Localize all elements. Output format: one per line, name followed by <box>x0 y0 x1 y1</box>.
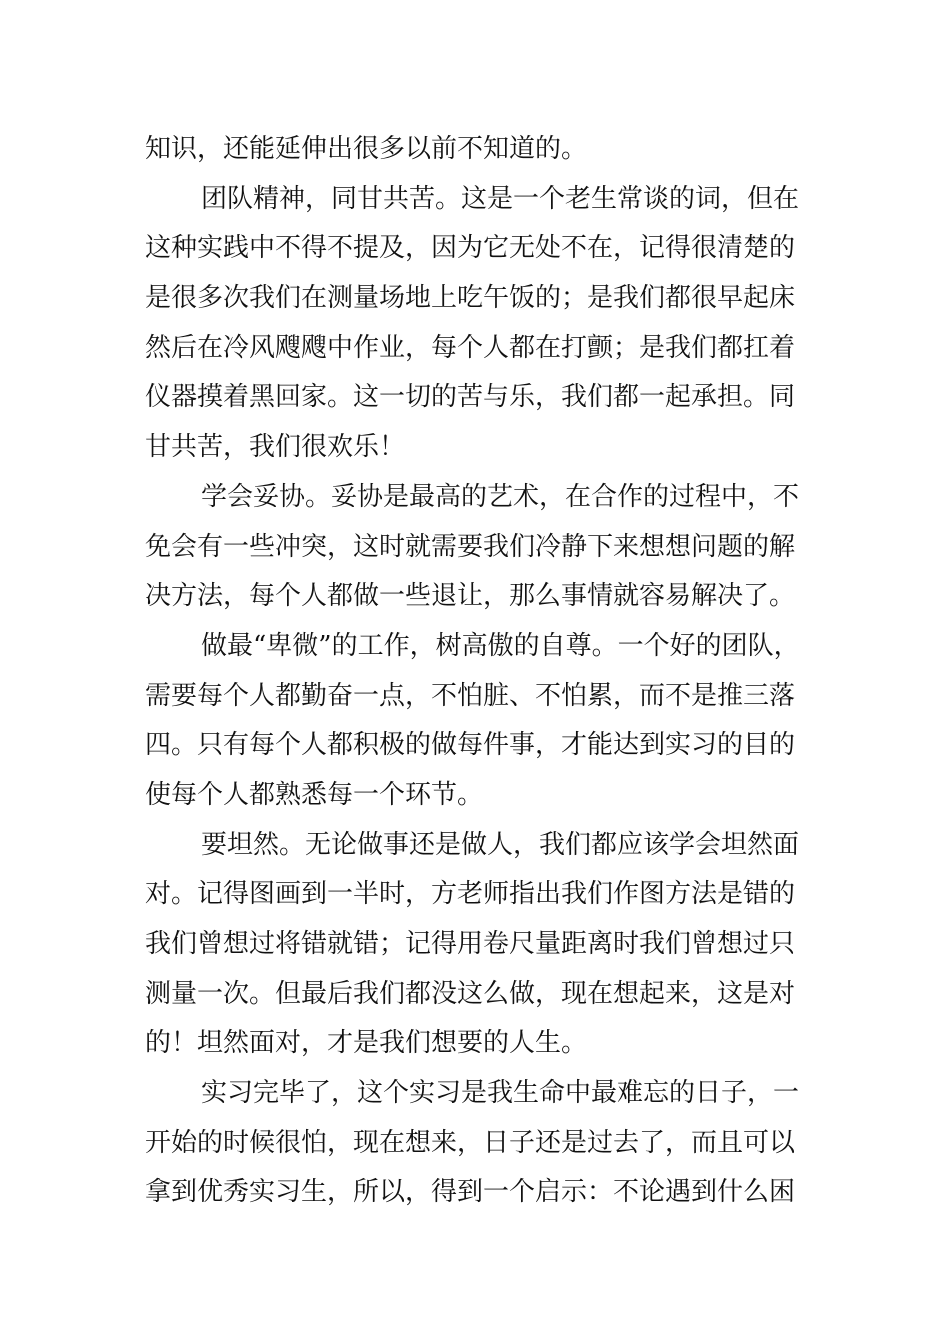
text-line: 甘共苦，我们很欢乐！ <box>145 432 406 463</box>
text-line: 四。只有每个人都积极的做每件事，才能达到实习的目的 <box>145 730 796 761</box>
text-line: 需要每个人都勤奋一点，不怕脏、不怕累，而不是推三落 <box>145 680 796 711</box>
text-line: 免会有一些冲突，这时就需要我们冷静下来想想问题的解 <box>145 531 796 562</box>
text-line: 我们曾想过将错就错；记得用卷尺量距离时我们曾想过只 <box>145 929 796 959</box>
text-line: 使每个人都熟悉每一个环节。 <box>145 779 484 810</box>
paragraph-start-line: 做最“卑微”的工作，树高傲的自尊。一个好的团队， <box>201 630 800 661</box>
document-body <box>145 125 810 1218</box>
text-line: 测量一次。但最后我们都没这么做，现在想起来，这是对 <box>145 978 796 1009</box>
paragraph-start-line: 学会妥协。妥协是最高的艺术，在合作的过程中，不 <box>201 481 800 512</box>
paragraph-start-line: 要坦然。无论做事还是做人，我们都应该学会坦然面 <box>201 829 800 860</box>
paragraph-start-line: 团队精神，同甘共苦。这是一个老生常谈的词，但在 <box>201 183 800 214</box>
text-line: 仪器摸着黑回家。这一切的苦与乐，我们都一起承担。同 <box>145 382 796 413</box>
paragraph-start-line: 实习完毕了，这个实习是我生命中最难忘的日子，一 <box>201 1078 800 1109</box>
text-line: 的！坦然面对，才是我们想要的人生。 <box>145 1028 588 1059</box>
text-line: 知识，还能延伸出很多以前不知道的。 <box>145 134 588 164</box>
text-line: 开始的时候很怕，现在想来，日子还是过去了，而且可以 <box>145 1127 796 1158</box>
text-line: 拿到优秀实习生，所以，得到一个启示：不论遇到什么困 <box>145 1177 796 1208</box>
text-line: 对。记得图画到一半时，方老师指出我们作图方法是错的 <box>145 879 796 910</box>
text-line: 这种实践中不得不提及，因为它无处不在，记得很清楚的 <box>145 233 796 264</box>
text-line: 然后在冷风飕飕中作业，每个人都在打颤；是我们都扛着 <box>145 332 796 363</box>
text-line: 是很多次我们在测量场地上吃午饭的；是我们都很早起床 <box>145 283 796 314</box>
text-line: 决方法，每个人都做一些退让，那么事情就容易解决了。 <box>145 581 796 612</box>
